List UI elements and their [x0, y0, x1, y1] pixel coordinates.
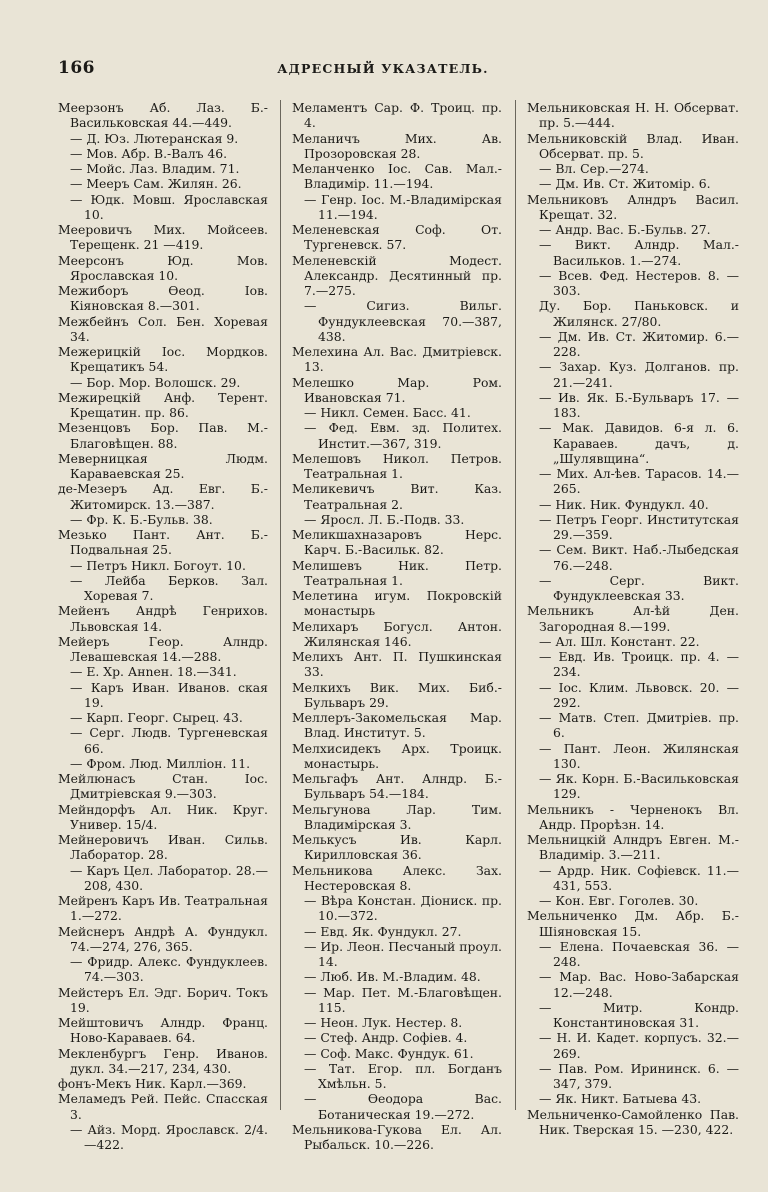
directory-entry: Межирецкiй Анф. Терент. Крещатин. пр. 86.: [58, 389, 268, 420]
directory-entry: Мейеръ Геор. Алндр. Левашевская 14.—288.: [58, 633, 268, 664]
directory-entry: — Всев. Фед. Нестеров. 8. —303.: [539, 267, 739, 298]
directory-entry: Меленевская Соф. От. Тургеневск. 57.: [292, 222, 502, 253]
directory-entry: Меликевичъ Вит. Каз. Театральная 2.: [292, 481, 502, 512]
directory-entry: — Петръ Никл. Богоут. 10.: [70, 557, 246, 573]
directory-entry: Мекленбургъ Генр. Иванов. дукл. 34.—217, 234, 430.: [58, 1045, 268, 1076]
directory-entry: Меверницкая Людм. Караваевская 25.: [58, 450, 268, 481]
directory-entry: Меланченко Iос. Сав. Мал.-Владимiр. 11.—194.: [292, 161, 502, 192]
directory-entry: — Ардр. Ник. Софiевск. 11.—431, 553.: [539, 862, 739, 893]
directory-entry: де-Мезеръ Ад. Евг. Б.-Житомирск. 13.—387.: [58, 481, 268, 512]
column-divider: [515, 100, 516, 1110]
column-2: [292, 100, 502, 1152]
directory-entry: — Соф. Макс. Фундук. 61.: [304, 1045, 474, 1061]
directory-entry: Мелкихъ Вик. Мих. Биб.-Бульваръ 29.: [292, 679, 502, 710]
directory-entry: — Стеф. Андр. Софiев. 4.: [304, 1030, 468, 1046]
directory-entry: — Як. Никт. Батыева 43.: [539, 1091, 702, 1107]
directory-entry: — Як. Корн. Б.-Васильковская 129.: [539, 771, 739, 802]
directory-entry: — Өеодора Вас. Ботаническая 19.—272.: [304, 1091, 502, 1122]
directory-entry: Мельницкiй Алндръ Евген. М.-Владимiр. 3.—211.: [527, 832, 739, 863]
directory-entry: Ду. Бор. Паньковск. и Жилянск. 27/80.: [539, 298, 739, 329]
directory-entry: — Мих. Ал-ѣев. Тарасов. 14.—265.: [539, 466, 739, 497]
directory-entry: Мейнеровичъ Иван. Сильв. Лаборатор. 28.: [58, 832, 268, 863]
directory-entry: Мелихаръ Богусл. Антон. Жилянская 146.: [292, 618, 502, 649]
directory-entry: — Митр. Кондр. Константиновская 31.: [539, 999, 739, 1030]
directory-entry: — Бор. Мор. Волошск. 29.: [70, 374, 241, 390]
directory-entry: — Серг. Людв. Тургеневская 66.: [70, 725, 268, 756]
directory-entry: — Вѣра Констан. Дiониск. пр. 10.—372.: [304, 893, 502, 924]
directory-entry: — Фридр. Алекс. Фундуклеев. 74.—303.: [70, 954, 268, 985]
directory-entry: Межиборъ Өеод. Iов. Кiяновская 8.—301.: [58, 283, 268, 314]
directory-entry: Мееровичъ Мих. Мойсеев. Терещенк. 21 —419.: [58, 222, 268, 253]
directory-entry: — Мов. Абр. В.-Валъ 46.: [70, 145, 228, 161]
directory-entry: — Мееръ Сам. Жилян. 26.: [70, 176, 242, 192]
directory-entry: — Тат. Егор. пл. Богданъ Хмѣльн. 5.: [304, 1060, 502, 1091]
directory-entry: Межбейнъ Сол. Бен. Хоревая 34.: [58, 313, 268, 344]
directory-entry: Мельникъ Ал-ѣй Ден. Загородная 8.—199.: [527, 603, 739, 634]
directory-entry: — Сем. Викт. Наб.-Лыбедская 76.—248.: [539, 542, 739, 573]
directory-entry: Меерзонъ Аб. Лаз. Б.-Васильковская 44.—449.: [58, 100, 268, 131]
directory-entry: — Викт. Алндр. Мал.-Васильков. 1.—274.: [539, 237, 739, 268]
directory-entry: Мейенъ Андрѣ Генрихов. Львовская 14.: [58, 603, 268, 634]
directory-entry: Мельниковъ Алндръ Васил. Крещат. 32.: [527, 191, 739, 222]
directory-entry: Мелихъ Ант. П. Пушкинская 33.: [292, 649, 502, 680]
directory-entry: — Н. И. Кадет. корпусъ. 32.—269.: [539, 1030, 739, 1061]
directory-entry: — Ив. Як. Б.-Бульваръ 17. —183.: [539, 389, 739, 420]
directory-entry: — Мар. Вас. Ново-Забарская 12.—248.: [539, 969, 739, 1000]
directory-entry: — Дм. Ив. Ст. Житомiр. 6.: [539, 176, 711, 192]
directory-entry: — Кон. Евг. Гоголев. 30.: [539, 893, 699, 908]
directory-entry: — Юдк. Мовш. Ярославская 10.: [70, 191, 268, 222]
directory-entry: Мелишевъ Ник. Петр. Театральная 1.: [292, 557, 502, 588]
directory-entry: — Айз. Морд. Ярославск. 2/4.—422.: [70, 1121, 268, 1152]
directory-entry: Мельникова Алекс. Зах. Нестеровская 8.: [292, 862, 502, 893]
directory-entry: — Ник. Ник. Фундукл. 40.: [539, 496, 709, 512]
directory-entry: — Захар. Куз. Долганов. пр. 21.—241.: [539, 359, 739, 390]
directory-entry: Мейренъ Каръ Ив. Театральная 1.—272.: [58, 893, 268, 924]
directory-entry: Меламентъ Сар. Ф. Троиц. пр. 4.: [292, 100, 502, 131]
directory-entry: — Iос. Клим. Львовск. 20. —292.: [539, 679, 739, 710]
directory-entry: Мезенцовъ Бор. Пав. М.-Благовѣщен. 88.: [58, 420, 268, 451]
directory-entry: — Серг. Викт. Фундуклеевская 33.: [539, 572, 739, 603]
directory-entry: Мельгунова Лар. Тим. Владимiрская 3.: [292, 801, 502, 832]
directory-entry: Мейлюнасъ Стан. Iос. Дмитрiевская 9.—303.: [58, 771, 268, 802]
running-head: АДРЕСНЫЙ УКАЗАТЕЛЬ.: [277, 61, 489, 76]
directory-entry: Мелетина игум. Покровскiй монастырь: [292, 588, 502, 619]
directory-entry: — Елена. Почаевская 36. —248.: [539, 938, 739, 969]
directory-entry: — Карп. Георг. Сырец. 43.: [70, 710, 243, 725]
directory-entry: Мельниковская Н. Н. Обсерват. пр. 5.—444.: [527, 100, 739, 131]
directory-entry: Мелешко Мар. Ром. Ивановская 71.: [292, 374, 502, 405]
directory-entry: — Е. Хр. Анnен. 18.—341.: [70, 664, 237, 680]
directory-entry: фонъ-Мекъ Ник. Карл.—369.: [58, 1076, 247, 1091]
directory-entry: Меленевскiй Модест. Александр. Десятинный пр. 7.—275.: [292, 252, 502, 298]
directory-entry: Мейснеръ Андрѣ А. Фундукл. 74.—274, 276, 365.: [58, 923, 268, 954]
directory-entry: — Пант. Леон. Жилянская 130.: [539, 740, 739, 771]
directory-entry: — Фром. Люд. Миллiон. 11.: [70, 755, 251, 771]
directory-entry: Мелехина Ал. Вас. Дмитрiевск. 13.: [292, 344, 502, 375]
directory-entry: — Люб. Ив. М.-Владим. 48.: [304, 969, 481, 985]
directory-entry: — Вл. Сер.—274.: [539, 161, 649, 176]
directory-entry: — Андр. Вас. Б.-Бульв. 27.: [539, 222, 711, 237]
directory-entry: — Лейба Берков. Зал. Хоревая 7.: [70, 572, 268, 603]
directory-entry: Мельникова-Гукова Ел. Ал. Рыбальск. 10.—226.: [292, 1121, 502, 1152]
directory-entry: — Каръ Иван. Иванов. ская 19.: [70, 679, 268, 710]
directory-entry: Меланичъ Мих. Ав. Прозоровская 28.: [292, 130, 502, 161]
directory-entry: — Неон. Лук. Нестер. 8.: [304, 1015, 463, 1030]
directory-entry: Мезько Пант. Ант. Б.-Подвальная 25.: [58, 527, 268, 558]
column-1: [58, 100, 268, 1152]
directory-entry: — Мойс. Лаз. Владим. 71.: [70, 161, 240, 176]
directory-entry: — Сигиз. Вильг. Фундуклеевская 70.—387, 438.: [304, 298, 502, 344]
directory-entry: Мельниченко Дм. Абр. Б.-Шiяновская 15.: [527, 908, 739, 939]
column-3: [527, 100, 739, 1137]
directory-entry: Меерсонъ Юд. Мов. Ярославская 10.: [58, 252, 268, 283]
directory-entry: — Д. Юз. Лютеранская 9.: [70, 130, 239, 146]
directory-entry: — Пав. Ром. Ирининск. 6. —347, 379.: [539, 1060, 739, 1091]
directory-entry: — Фед. Евм. зд. Политех. Инстит.—367, 319.: [304, 420, 502, 451]
directory-entry: — Ир. Леон. Песчаный проул. 14.: [304, 938, 502, 969]
directory-entry: — Ал. Шл. Констант. 22.: [539, 633, 700, 649]
directory-entry: Мейстеръ Ел. Эдг. Борич. Токъ 19.: [58, 984, 268, 1015]
directory-entry: — Генр. Iос. М.-Владимiрская 11.—194.: [304, 191, 502, 222]
directory-entry: Меламедъ Рей. Пейс. Спасская 3.: [58, 1091, 268, 1122]
directory-entry: Меллеръ-Закомельская Мар. Влад. Институт. 5.: [292, 710, 502, 741]
directory-entry: Мельникъ - Черненокъ Вл. Андр. Прорѣзн. 14.: [527, 801, 739, 832]
directory-entry: — Каръ Цел. Лаборатор. 28.—208, 430.: [70, 862, 268, 893]
directory-entry: Мейндорфъ Ал. Ник. Круг. Универ. 15/4.: [58, 801, 268, 832]
column-divider: [280, 100, 281, 1110]
directory-entry: — Евд. Ив. Троицк. пр. 4. —234.: [539, 649, 739, 680]
directory-entry: Мельниковскiй Влад. Иван. Обсерват. пр. 5.: [527, 130, 739, 161]
directory-entry: Мейштовичъ Алндр. Франц. Ново-Караваев. 64.: [58, 1015, 268, 1046]
directory-entry: Мелхисидекъ Арх. Троицк. монастырь.: [292, 740, 502, 771]
page-header: [58, 58, 708, 82]
directory-entry: Мелешовъ Никол. Петров. Театральная 1.: [292, 450, 502, 481]
directory-entry: — Петръ Георг. Институтская 29.—359.: [539, 511, 739, 542]
directory-entry: — Мак. Давидов. 6-я л. 6. Караваев. дачъ, д. „Шулявщина“.: [539, 420, 739, 466]
directory-entry: Меликшахназаровъ Нерс. Карч. Б.-Васильк. 82.: [292, 527, 502, 558]
directory-entry: — Матв. Степ. Дмитрiев. пр. 6.: [539, 710, 739, 741]
directory-entry: — Евд. Як. Фундукл. 27.: [304, 923, 462, 939]
directory-entry: — Никл. Семен. Басс. 41.: [304, 405, 471, 420]
page-number: 166: [58, 58, 95, 78]
directory-entry: Мельниченко-Самойленко Пав. Ник. Тверская 15. —230, 422.: [527, 1106, 739, 1137]
directory-entry: — Яросл. Л. Б.-Подв. 33.: [304, 511, 465, 527]
directory-entry: — Фр. К. Б.-Бульв. 38.: [70, 511, 213, 527]
directory-entry: — Дм. Ив. Ст. Житомир. 6.—228.: [539, 328, 739, 359]
directory-entry: Межерицкiй Iос. Мордков. Крещатикъ 54.: [58, 344, 268, 375]
directory-entry: Мелькусъ Ив. Карл. Кирилловская 36.: [292, 832, 502, 863]
directory-entry: Мельгафъ Ант. Алндр. Б.-Бульваръ 54.—184.: [292, 771, 502, 802]
directory-entry: — Мар. Пет. М.-Благовѣщен. 115.: [304, 984, 502, 1015]
